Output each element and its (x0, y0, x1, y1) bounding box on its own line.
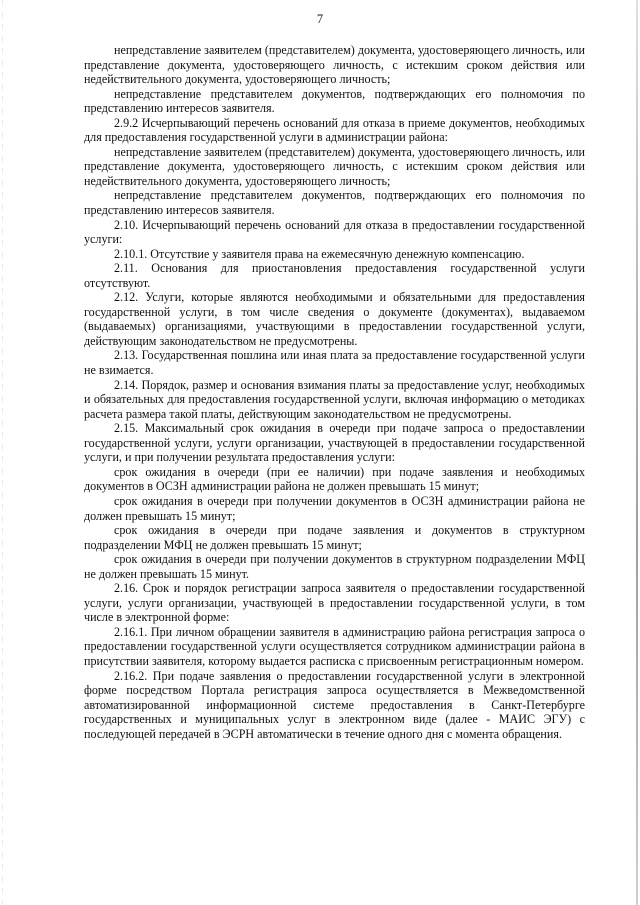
paragraph: 2.10. Исчерпывающий перечень оснований для отказа в предоставлении государственной услуги: (84, 217, 585, 247)
paragraph: 2.15. Максимальный срок ожидания в очереди при подаче запроса о предоставлении государственной услуги, услуги организации, участвующей в предоставлении государственной услуги, и при получении результата предоставления услуги: (84, 421, 585, 465)
paragraph: непредставление заявителем (представителем) документа, удостоверяющего личность, или представление документа, удостоверяющего личность, с истекшим сроком действия или недействительного документа, удостоверяющего личность; (84, 144, 585, 188)
paragraph: срок ожидания в очереди при получении документов в структурном подразделении МФЦ не должен превышать 15 минут. (84, 552, 585, 581)
paragraph: непредставление представителем документов, подтверждающих его полномочия по представлению интересов заявителя. (84, 86, 585, 116)
page-number: 7 (316, 12, 324, 26)
document-body (84, 43, 585, 741)
scan-edge-left (2, 0, 3, 905)
paragraph: срок ожидания в очереди при подаче заявления и документов в структурном подразделении МФЦ не должен превышать 15 минут; (84, 523, 585, 552)
scan-edge-right (636, 0, 638, 905)
paragraph: 2.16.1. При личном обращении заявителя в администрацию района регистрация запроса о предоставлении государственной услуги осуществляется сотрудником администрации района в присутствии заявителя, которому выдается расписка с присвоенным регистрационным номером. (84, 624, 585, 668)
paragraph: срок ожидания в очереди (при ее наличии) при подаче заявления и необходимых документов в ОСЗН администрации района не должен превышать 15 минут; (84, 464, 585, 494)
paragraph: 2.16. Срок и порядок регистрации запроса заявителя о предоставлении государственной услуги, услуги организации, участвующей в предоставлении государственной услуги, в том числе в электронной форме: (84, 581, 585, 625)
paragraph: 2.11. Основания для приостановления предоставления государственной услуги отсутствуют. (84, 261, 585, 290)
paragraph: непредставление представителем документов, подтверждающих его полномочия по представлению интересов заявителя. (84, 188, 585, 218)
paragraph: 2.16.2. При подаче заявления о предоставлении государственной услуги в электронной форме посредством Портала регистрация запроса осуществляется в Межведомственной автоматизированной информационной системе предоставления в Санкт-Петербурге государственных и муниципальных услуг в электронном виде (далее - МАИС ЭГУ) с последующей передачей в ЭСРН автоматически в течение одного дня с момента обращения. (84, 668, 585, 741)
paragraph: 2.10.1. Отсутствие у заявителя права на ежемесячную денежную компенсацию. (114, 246, 525, 261)
paragraph: 2.9.2 Исчерпывающий перечень оснований для отказа в приеме документов, необходимых для предоставления государственной услуги в администрации района: (84, 115, 585, 145)
paragraph: 2.14. Порядок, размер и основания взимания платы за предоставление услуг, необходимых и обязательных для предоставления государственной услуги, включая информацию о методиках расчета размера такой платы, действующим законодательством не предусмотрены. (84, 377, 585, 421)
paragraph: 2.13. Государственная пошлина или иная плата за предоставление государственной услуги не взимается. (84, 348, 585, 378)
paragraph: срок ожидания в очереди при получении документов в ОСЗН администрации района не должен превышать 15 минут; (84, 493, 585, 523)
paragraph: 2.12. Услуги, которые являются необходимыми и обязательными для предоставления государственной услуги, в том числе сведения о документе (документах), выдаваемом (выдаваемых) организациями, участвующими в предоставлении государственной услуги, действующим законодательством не предусмотрены. (84, 290, 585, 348)
paragraph: непредставление заявителем (представителем) документа, удостоверяющего личность, или представление документа, удостоверяющего личность, с истекшим сроком действия или недействительного документа, удостоверяющего личность; (84, 43, 585, 87)
